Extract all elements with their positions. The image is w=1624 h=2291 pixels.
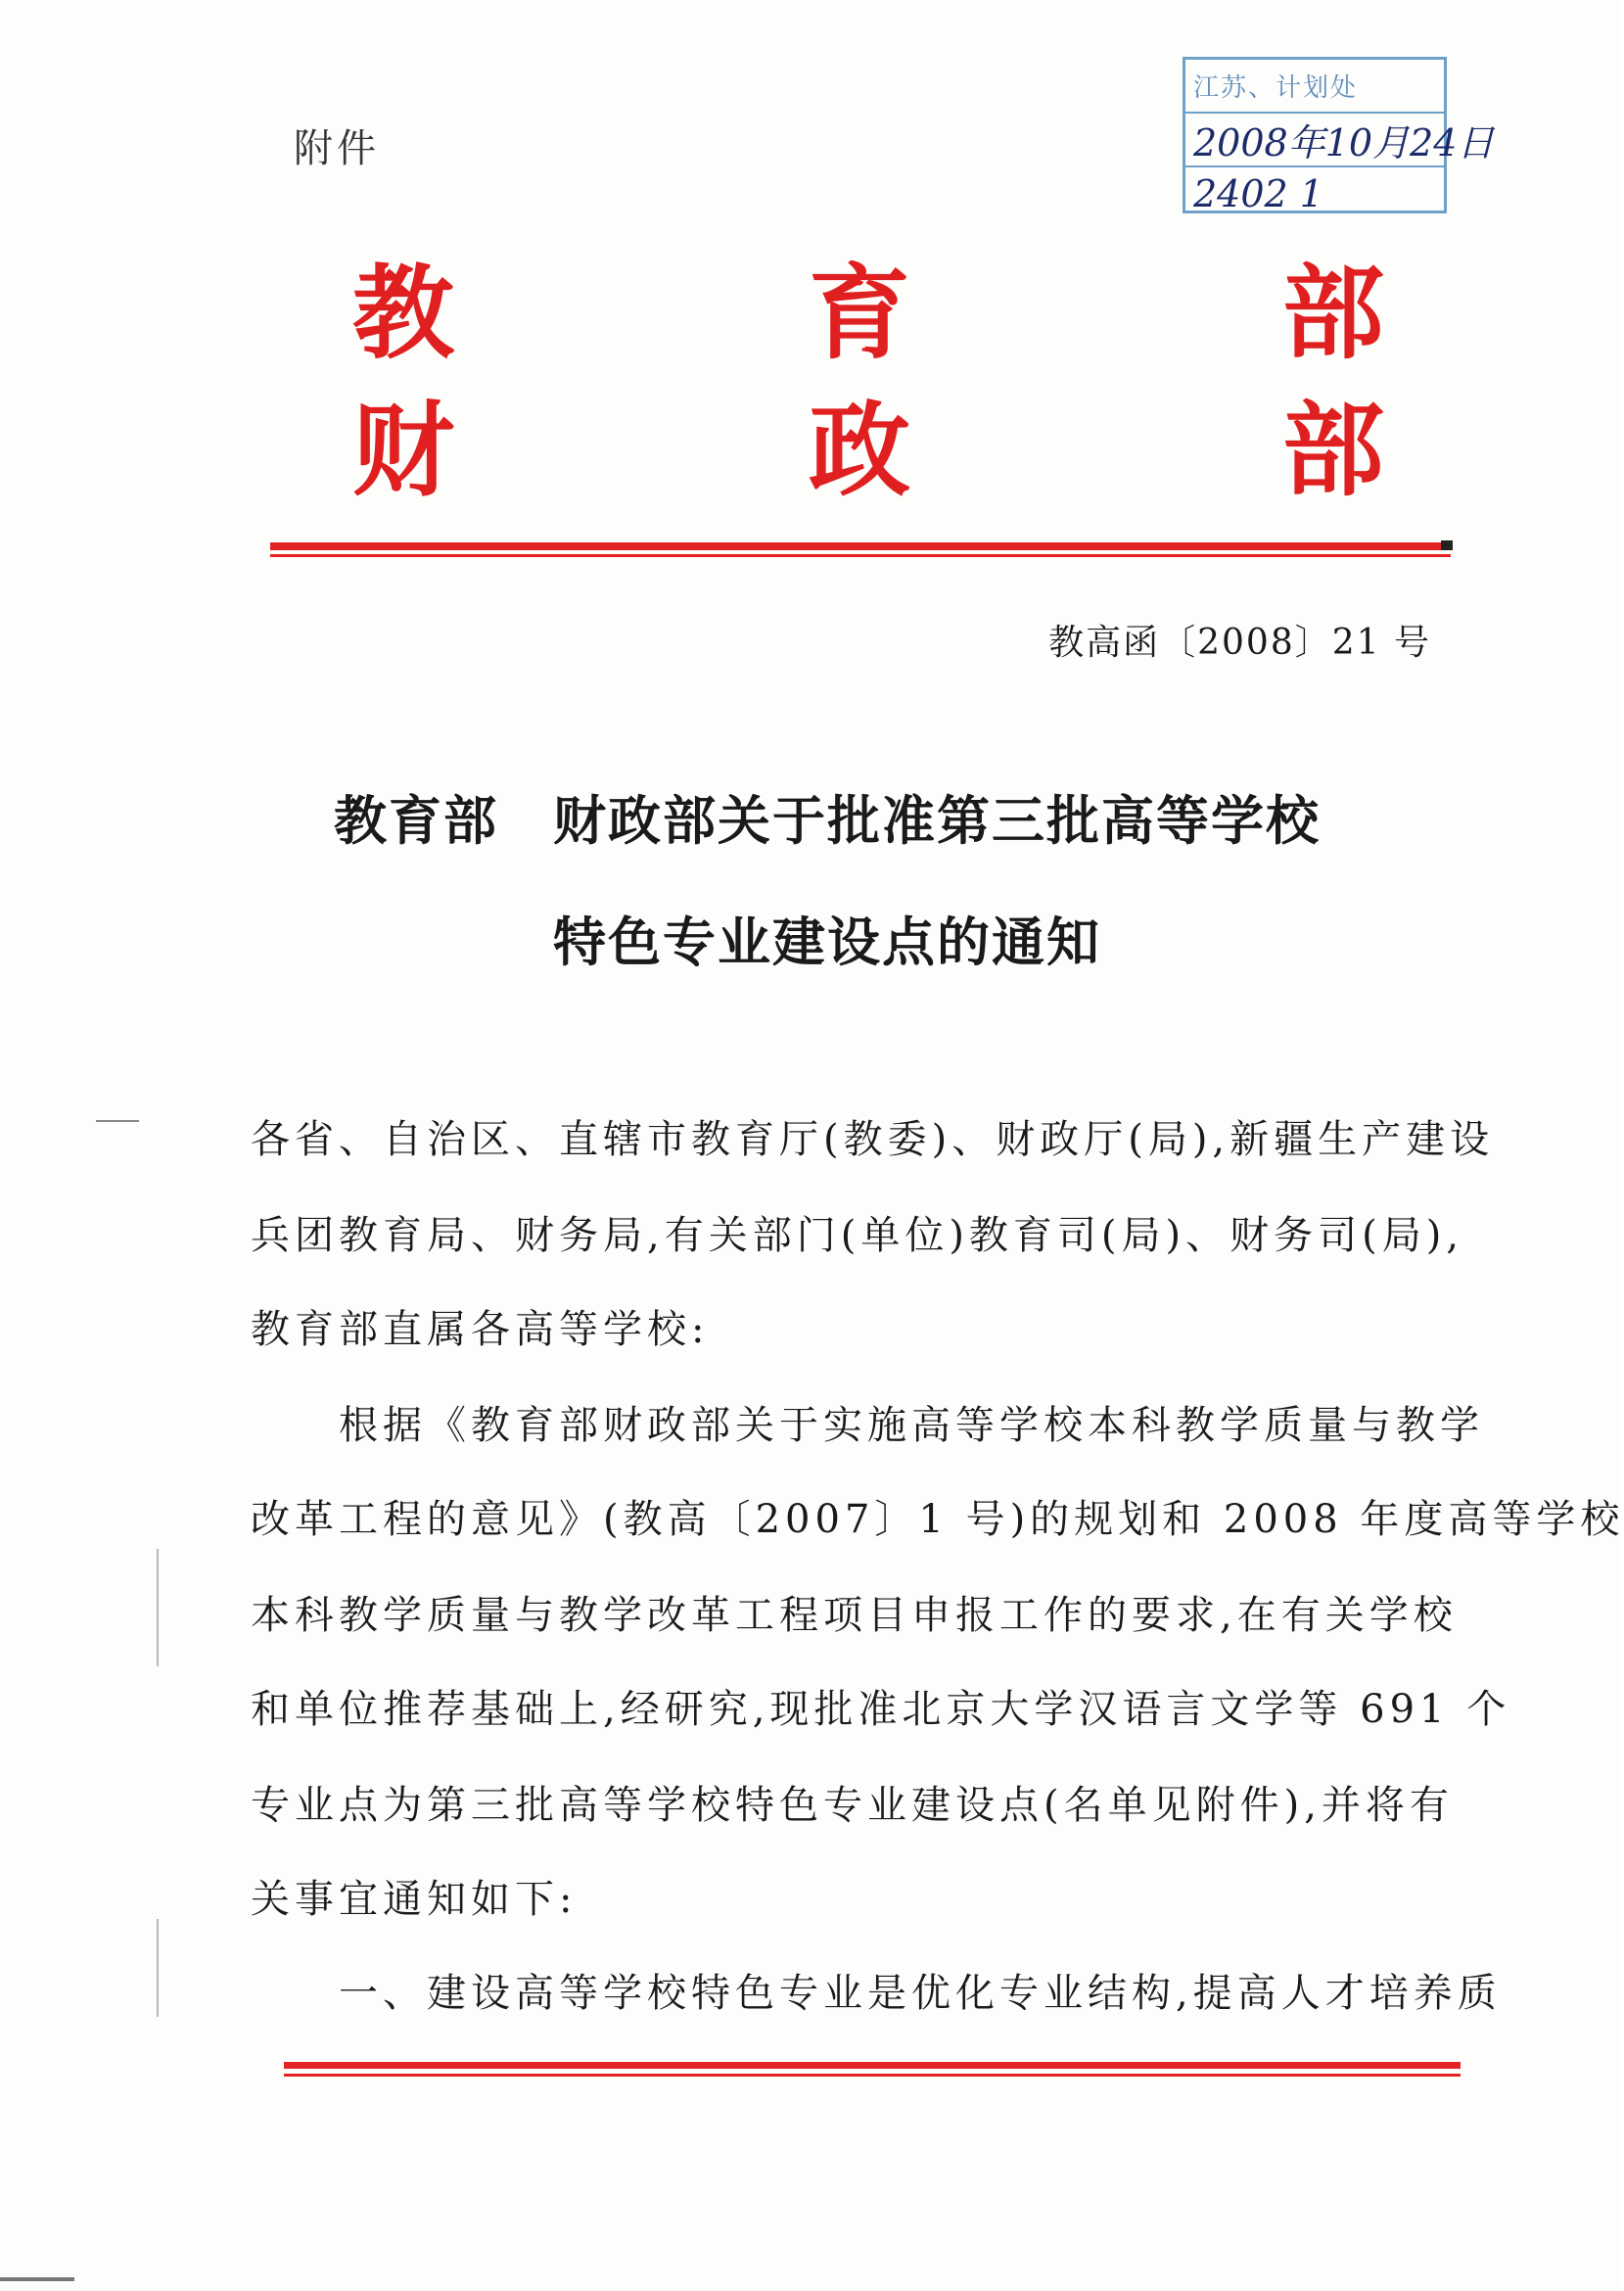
attachment-label: 附件 xyxy=(294,126,380,171)
body-line-10: 一、建设高等学校特色专业是优化专业结构,提高人才培养质 xyxy=(251,1971,1502,2016)
body-line-2: 兵团教育局、财务局,有关部门(单位)教育司(局)、财务司(局), xyxy=(251,1213,1464,1258)
rule-end-mark xyxy=(1441,540,1453,550)
stamp-org: 江苏、计划处 xyxy=(1193,73,1359,103)
margin-line-mark-1 xyxy=(157,1549,159,1666)
body-line-8: 专业点为第三批高等学校特色专业建设点(名单见附件),并将有 xyxy=(251,1783,1454,1828)
top-red-rule-thin xyxy=(270,554,1451,557)
masthead-char-1: 教 xyxy=(352,253,455,373)
body-line-5: 改革工程的意见》(教高〔2007〕1 号)的规划和 2008 年度高等学校 xyxy=(251,1497,1624,1542)
stamp-date: 2008年10月24日 xyxy=(1193,121,1495,164)
masthead-char-6: 部 xyxy=(1282,390,1385,510)
top-red-rule xyxy=(270,542,1451,550)
body-line-3: 教育部直属各高等学校: xyxy=(251,1307,710,1352)
title-line-1: 教育部 财政部关于批准第三批高等学校 xyxy=(334,789,1321,852)
body-line-9: 关事宜通知如下: xyxy=(251,1877,578,1922)
stamp-number: 2402 1 xyxy=(1193,171,1323,215)
masthead-char-3: 部 xyxy=(1282,253,1385,373)
stamp-date-row xyxy=(1185,114,1495,167)
receipt-stamp xyxy=(1183,57,1495,215)
stamp-number-row xyxy=(1185,167,1444,219)
title-line-2: 特色专业建设点的通知 xyxy=(553,911,1101,973)
body-line-6: 本科教学质量与教学改革工程项目申报工作的要求,在有关学校 xyxy=(251,1593,1458,1638)
stamp-org-row xyxy=(1185,60,1444,114)
masthead-char-2: 育 xyxy=(809,253,911,373)
body-line-1: 各省、自治区、直辖市教育厅(教委)、财政厅(局),新疆生产建设 xyxy=(251,1117,1495,1162)
body-line-4: 根据《教育部财政部关于实施高等学校本科教学质量与教学 xyxy=(251,1403,1484,1448)
margin-dash-mark xyxy=(96,1120,139,1122)
bottom-red-rule xyxy=(284,2062,1461,2069)
margin-line-mark-2 xyxy=(157,1919,159,2017)
masthead-char-4: 财 xyxy=(352,390,455,510)
masthead-char-5: 政 xyxy=(809,390,911,510)
body-line-7: 和单位推荐基础上,经研究,现批准北京大学汉语言文学等 691 个 xyxy=(251,1687,1511,1732)
document-number: 教高函〔2008〕21 号 xyxy=(1048,623,1431,663)
bottom-edge-mark xyxy=(0,2277,74,2281)
bottom-red-rule-thin xyxy=(284,2074,1461,2077)
